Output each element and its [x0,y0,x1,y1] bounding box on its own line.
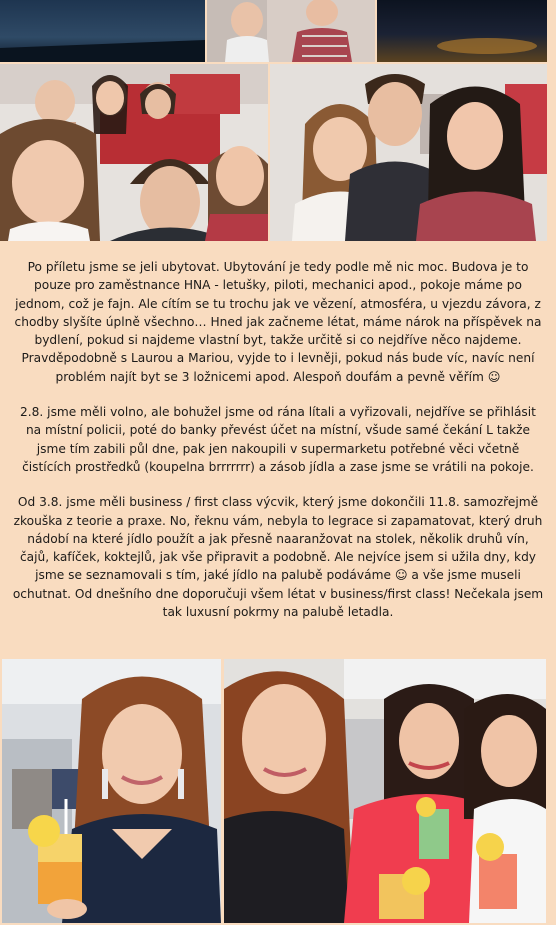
three-women-cocktails-photo [224,659,546,923]
article-paragraph-arrival: Po příletu jsme se jeli ubytovat. Ubytování je tedy podle mě nic moc. Budova je to pouze pro zaměstnance HNA - letušky, piloti, mechanici apod., pokoje máme po jednom, což je fajn. Ale cítím se tu trochu jak ve vězení, atmosféra, u vjezdu závora, z chodby slyšíte úplně všechno… Hned jak začneme létat, máme nárok na příspěvek na bydlení, pokud si najdeme vlastní byt, takže určitě si co nejdříve něco najdeme. Pravděpodobně s Laurou a Mariou, vyjde to i levněji, pokud nás bude víc, navíc není problém najít byt se 3 ložnicemi apod. Alespoň doufám a pevně věřím ☺ [14,260,542,384]
cabin-crew-photo-top [207,0,375,62]
bottom-photo-collage [0,657,556,925]
wing-sunset-photo [0,0,205,62]
cocktail-selfie-photo [2,659,221,923]
dusk-sky-photo [377,0,547,62]
trio-selfie-plane-photo [270,64,547,241]
article-text [0,258,556,638]
group-selfie-plane-photo [0,64,268,241]
article-paragraph-day-off: 2.8. jsme měli volno, ale bohužel jsme od rána lítali a vyřizovali, nejdříve se přihlásit na místní policii, poté do banky převést účet na místní, všude samé čekání L takže jsme tím zabili půl dne, pak jen nakoupili v supermarketu potřebné věci včetně čistících prostředků (koupelna brrrrrrr) a zásob jídla a zase jsme se vrátili na pokoje. [20,405,536,474]
article-paragraph-business-training: Od 3.8. jsme měli business / first class výcvik, který jsme dokončili 11.8. samozřejmě zkouška z teorie a praxe. No, řeknu vám, nebyla to legrace si zapamatovat, který druh nádobí na které jídlo použít a jak přesně naaranžovat na stolek, několik druhů vín, čajů, kafíček, koktejlů, jak vše připravit a podobně. Ale nejvíce jsem si užila dny, kdy jsme se seznamovali s tím, jaké jídlo na palubě podáváme ☺ a vše jsme museli ochutnat. Od dnešního dne doporučuji všem létat v business/first class! Nečekala jsem tak luxusní pokrmy na palubě letadla. [12,495,544,620]
top-photo-collage [0,0,556,243]
